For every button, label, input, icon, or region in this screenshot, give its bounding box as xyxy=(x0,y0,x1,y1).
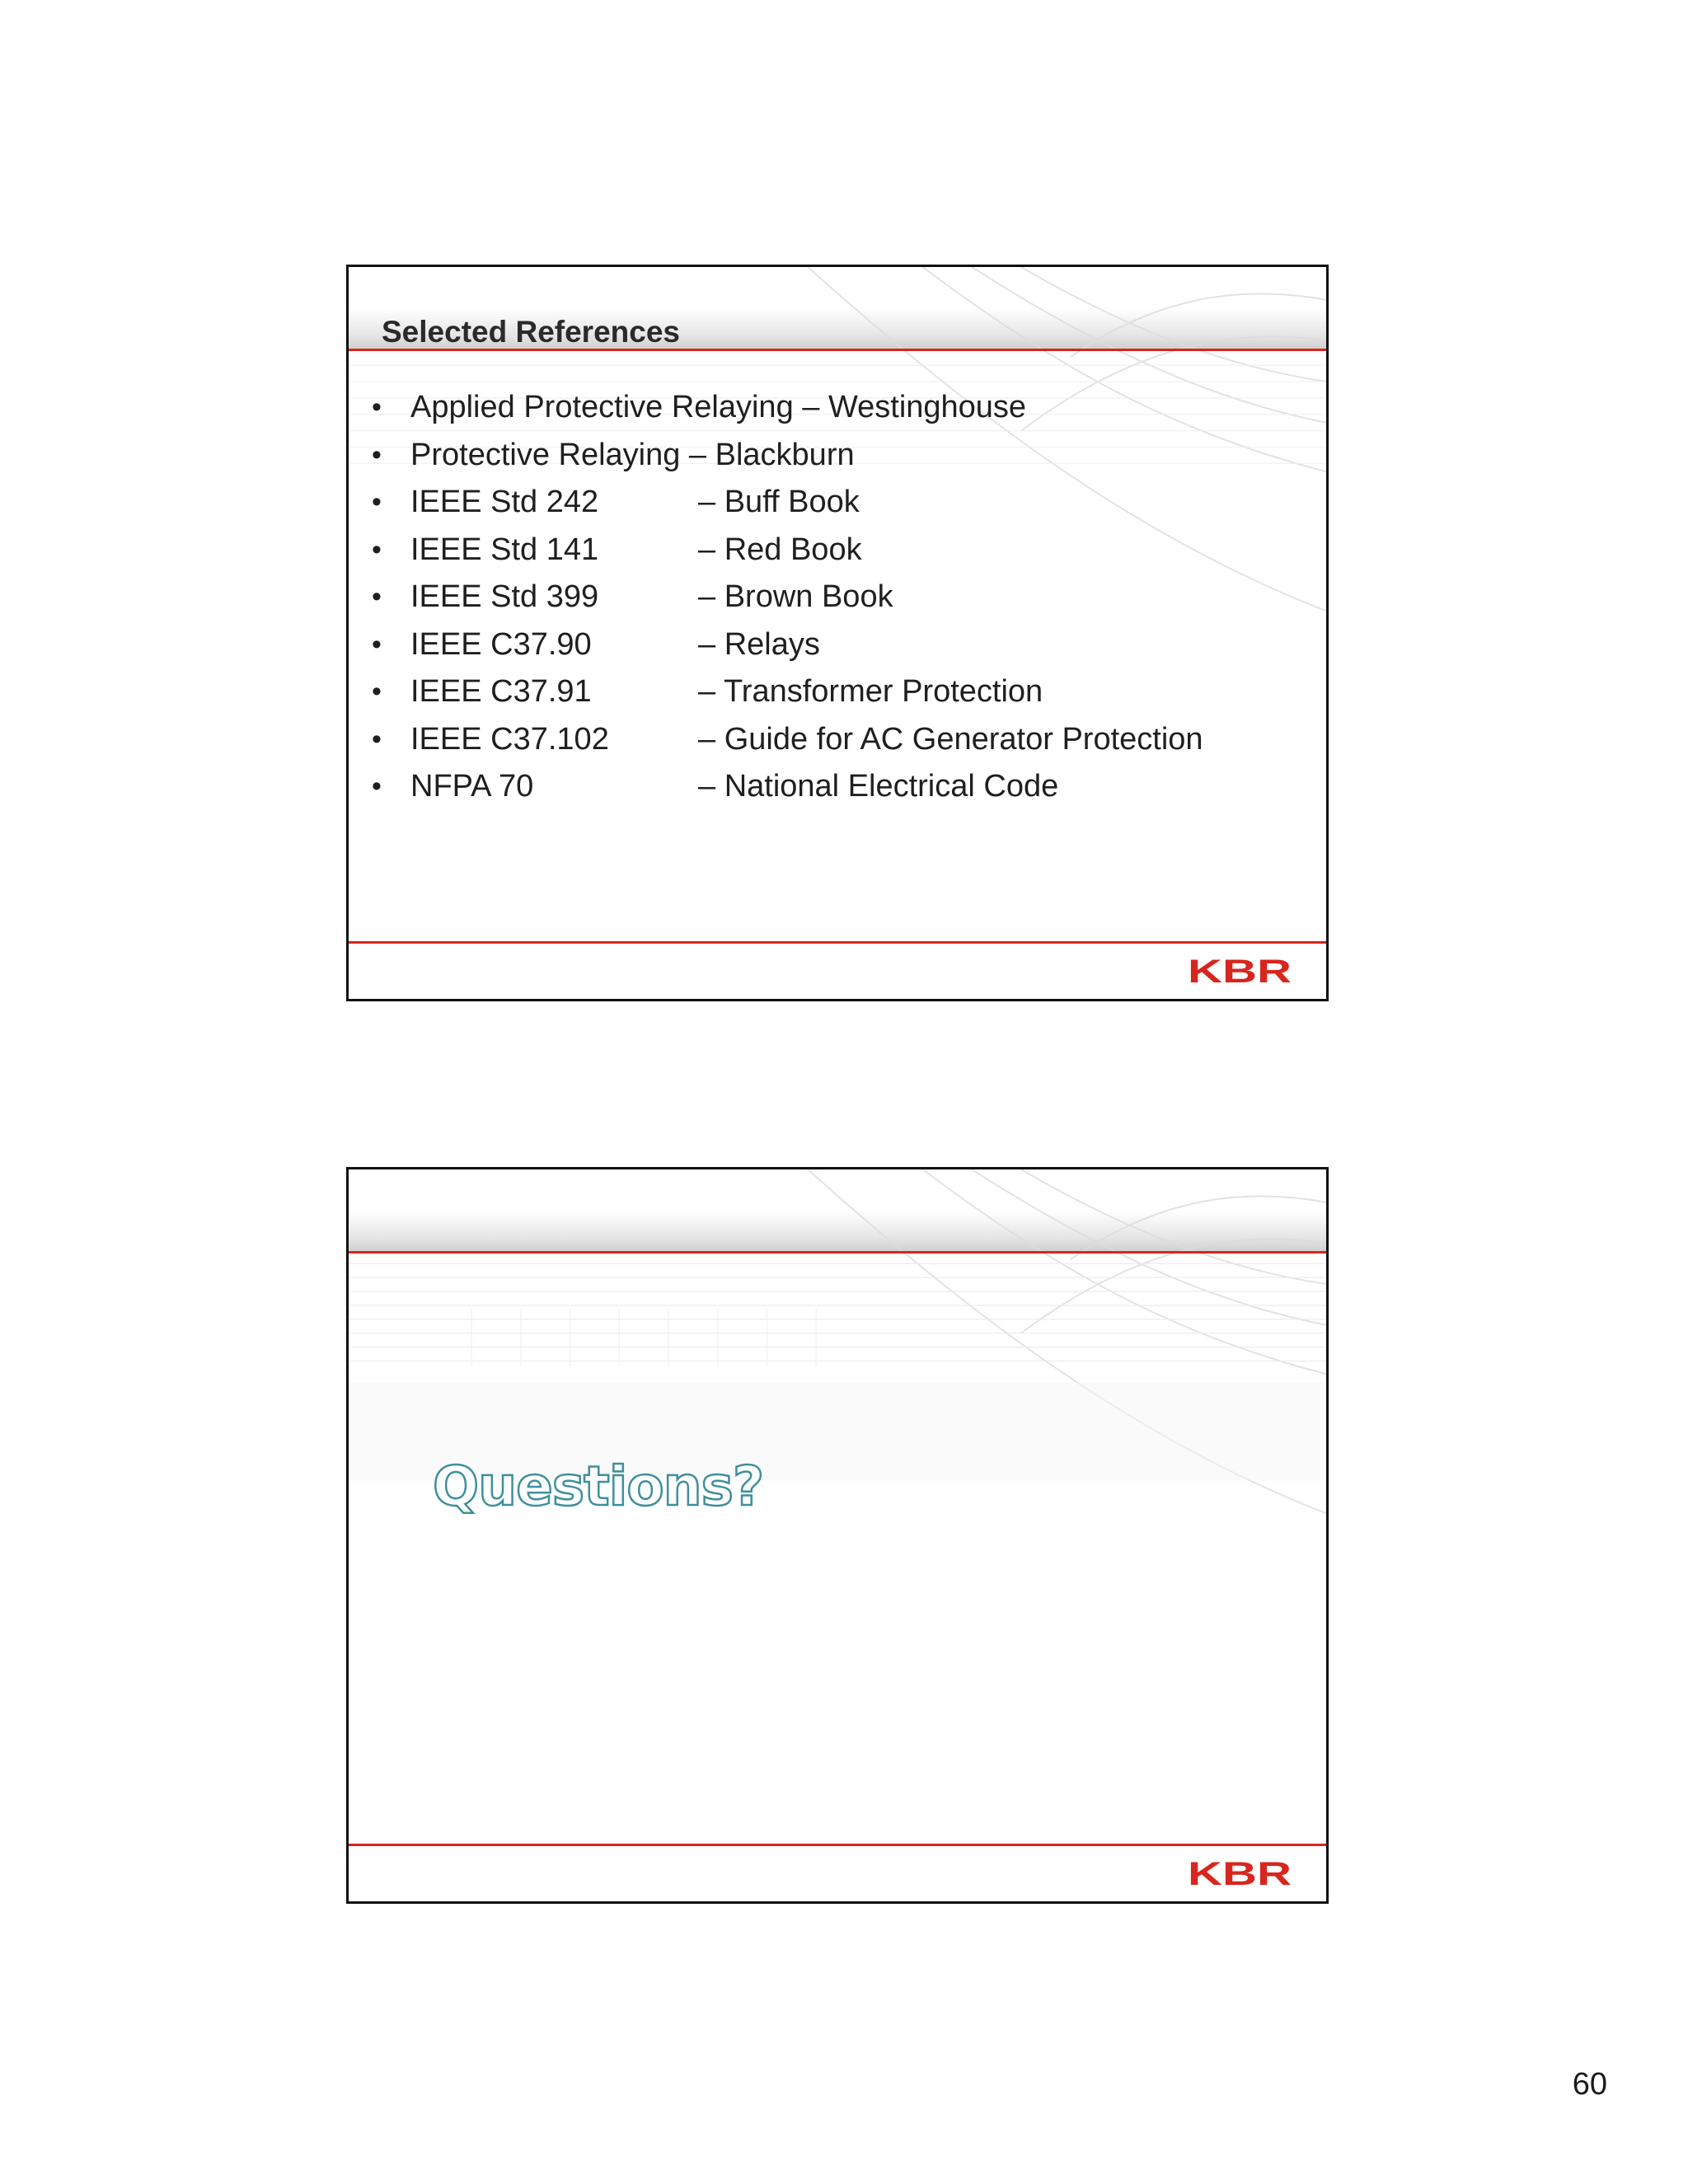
reference-name: IEEE C37.102 xyxy=(410,721,609,757)
bullet-icon: • xyxy=(372,391,382,423)
kbr-logo-text: KBR xyxy=(1188,956,1292,986)
header-divider-line xyxy=(349,1251,1326,1254)
reference-description: – Relays xyxy=(698,626,820,662)
bullet-icon: • xyxy=(372,628,382,660)
page-number: 60 xyxy=(1572,2067,1607,2102)
background-swoosh-art xyxy=(349,1169,1326,1901)
reference-description: – National Electrical Code xyxy=(698,769,1059,804)
reference-name: IEEE C37.91 xyxy=(410,674,592,709)
reference-description: – Guide for AC Generator Protection xyxy=(698,721,1203,757)
reference-name: Applied Protective Relaying – Westinghouse xyxy=(410,390,1027,424)
bullet-icon: • xyxy=(372,723,382,755)
questions-heading: Questions? xyxy=(433,1455,764,1518)
slide-questions xyxy=(346,1167,1329,1904)
reference-name: IEEE Std 242 xyxy=(410,485,599,519)
bullet-icon: • xyxy=(372,486,382,518)
kbr-logo xyxy=(1186,1858,1293,1888)
bullet-icon: • xyxy=(372,771,382,802)
kbr-logo xyxy=(1186,956,1293,986)
reference-description: – Red Book xyxy=(698,532,862,567)
slide-references xyxy=(346,265,1329,1001)
kbr-logo-text: KBR xyxy=(1188,1858,1292,1888)
reference-name: NFPA 70 xyxy=(410,769,534,804)
reference-name: IEEE C37.90 xyxy=(410,626,592,662)
slide-title: Selected References xyxy=(382,315,680,349)
reference-description: – Buff Book xyxy=(698,485,860,519)
reference-description: – Transformer Protection xyxy=(698,674,1043,709)
bullet-icon: • xyxy=(372,676,382,707)
footer-divider-line xyxy=(349,1844,1326,1846)
reference-name: Protective Relaying – Blackburn xyxy=(410,437,855,472)
reference-name: IEEE Std 141 xyxy=(410,532,599,567)
reference-name: IEEE Std 399 xyxy=(410,579,599,614)
bullet-icon: • xyxy=(372,533,382,565)
bullet-icon: • xyxy=(372,438,382,471)
footer-divider-line xyxy=(349,941,1326,944)
bullet-icon: • xyxy=(372,581,382,612)
reference-description: – Brown Book xyxy=(698,579,893,614)
